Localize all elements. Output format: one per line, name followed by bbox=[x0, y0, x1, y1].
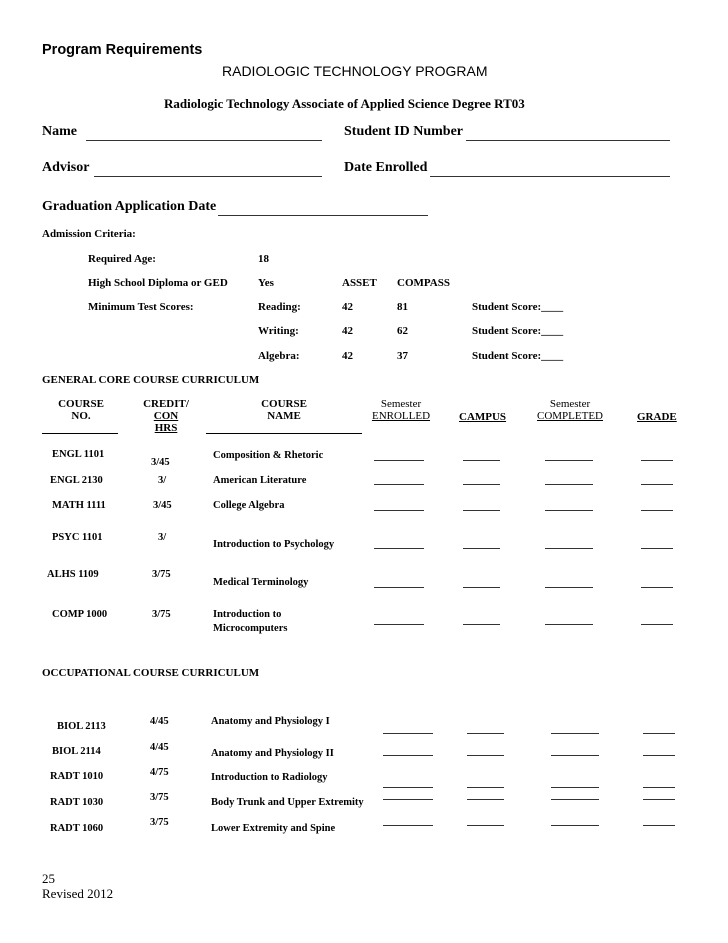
semester-completed-field[interactable] bbox=[551, 825, 599, 826]
page-number: 25 bbox=[42, 871, 55, 886]
asset-header: ASSET bbox=[342, 277, 377, 289]
col-credit-line1: CREDIT/ bbox=[143, 398, 189, 410]
grade-field[interactable] bbox=[641, 460, 673, 461]
course-no: BIOL 2114 bbox=[52, 746, 101, 757]
student-score-field[interactable]: Student Score:____ bbox=[472, 301, 564, 313]
date-enrolled-field[interactable] bbox=[430, 176, 670, 177]
course-name: Introduction to Radiology bbox=[211, 772, 328, 783]
date-enrolled-label: Date Enrolled bbox=[344, 160, 428, 175]
grade-field[interactable] bbox=[643, 799, 675, 800]
semester-completed-field[interactable] bbox=[545, 587, 593, 588]
col-semester-enrolled-line2: ENROLLED bbox=[371, 410, 431, 422]
page-title: RADIOLOGIC TECHNOLOGY PROGRAM bbox=[222, 63, 488, 79]
course-credit: 3/45 bbox=[153, 500, 172, 511]
compass-score: 81 bbox=[397, 301, 408, 313]
semester-enrolled-field[interactable] bbox=[383, 825, 433, 826]
campus-field[interactable] bbox=[467, 825, 504, 826]
course-name: Anatomy and Physiology I bbox=[211, 716, 330, 727]
col-semester-completed-line1: Semester bbox=[549, 398, 591, 410]
graduation-date-field[interactable] bbox=[218, 215, 428, 216]
course-credit: 3/45 bbox=[151, 457, 170, 468]
course-credit: 3/ bbox=[158, 475, 167, 486]
grade-field[interactable] bbox=[641, 548, 673, 549]
semester-enrolled-field[interactable] bbox=[383, 799, 433, 800]
col-course-name bbox=[244, 398, 324, 422]
course-name-rule bbox=[206, 433, 362, 434]
campus-field[interactable] bbox=[467, 733, 504, 734]
course-no: ALHS 1109 bbox=[47, 569, 99, 580]
grade-field[interactable] bbox=[641, 484, 673, 485]
score-label: Algebra: bbox=[258, 350, 300, 362]
semester-enrolled-field[interactable] bbox=[383, 733, 433, 734]
course-no: RADT 1030 bbox=[50, 797, 104, 808]
advisor-label: Advisor bbox=[42, 160, 90, 175]
compass-score: 62 bbox=[397, 325, 408, 337]
course-no: PSYC 1101 bbox=[52, 532, 103, 543]
grade-field[interactable] bbox=[643, 733, 675, 734]
semester-completed-field[interactable] bbox=[551, 799, 599, 800]
semester-completed-field[interactable] bbox=[551, 787, 599, 788]
name-label: Name bbox=[42, 124, 77, 139]
grade-field[interactable] bbox=[641, 587, 673, 588]
asset-score: 42 bbox=[342, 350, 353, 362]
semester-enrolled-field[interactable] bbox=[374, 460, 424, 461]
student-id-label: Student ID Number bbox=[344, 124, 464, 139]
col-credit-line3: HRS bbox=[154, 422, 178, 434]
revised-date: Revised 2012 bbox=[42, 886, 114, 901]
grade-field[interactable] bbox=[643, 787, 675, 788]
student-score-field[interactable]: Student Score:____ bbox=[472, 325, 564, 337]
campus-field[interactable] bbox=[467, 755, 504, 756]
name-field[interactable] bbox=[86, 140, 322, 141]
course-name: Lower Extremity and Spine bbox=[211, 823, 336, 834]
graduation-date-label: Graduation Application Date bbox=[42, 199, 217, 214]
course-credit: 3/75 bbox=[150, 817, 169, 828]
semester-completed-field[interactable] bbox=[545, 624, 593, 625]
course-name: Body Trunk and Upper Extremity bbox=[211, 797, 364, 808]
semester-enrolled-field[interactable] bbox=[383, 755, 433, 756]
required-age-label: Required Age: bbox=[88, 253, 156, 265]
course-no: ENGL 1101 bbox=[52, 449, 105, 460]
course-no: MATH 1111 bbox=[52, 500, 106, 511]
col-course-no bbox=[42, 398, 120, 422]
hs-diploma-value: Yes bbox=[258, 277, 274, 289]
course-name: Introduction to Psychology bbox=[213, 539, 335, 550]
student-id-field[interactable] bbox=[466, 140, 670, 141]
col-course-name-line2: NAME bbox=[267, 410, 301, 422]
course-credit: 3/75 bbox=[152, 609, 171, 620]
course-name: Composition & Rhetoric bbox=[213, 450, 324, 461]
col-course-no-line1: COURSE bbox=[58, 398, 104, 410]
course-no: RADT 1060 bbox=[50, 823, 104, 834]
grade-field[interactable] bbox=[641, 510, 673, 511]
compass-score: 37 bbox=[397, 350, 408, 362]
col-course-no-line2: NO. bbox=[71, 410, 91, 422]
col-semester-completed bbox=[530, 398, 610, 422]
course-credit: 4/45 bbox=[150, 742, 169, 753]
campus-field[interactable] bbox=[463, 624, 500, 625]
campus-field[interactable] bbox=[463, 548, 500, 549]
course-no: ENGL 2130 bbox=[50, 475, 103, 486]
col-campus: CAMPUS bbox=[459, 411, 507, 423]
compass-header: COMPASS bbox=[397, 277, 450, 289]
campus-field[interactable] bbox=[467, 799, 504, 800]
course-no-rule bbox=[42, 433, 118, 434]
course-credit: 3/75 bbox=[150, 792, 169, 803]
campus-field[interactable] bbox=[463, 587, 500, 588]
semester-enrolled-field[interactable] bbox=[374, 624, 424, 625]
course-credit: 4/75 bbox=[150, 767, 169, 778]
semester-completed-field[interactable] bbox=[551, 733, 599, 734]
page-subtitle: Radiologic Technology Associate of Applied Science Degree RT03 bbox=[164, 96, 525, 111]
campus-field[interactable] bbox=[467, 787, 504, 788]
course-no: RADT 1010 bbox=[50, 771, 104, 782]
col-course-name-line1: COURSE bbox=[261, 398, 307, 410]
semester-completed-field[interactable] bbox=[545, 510, 593, 511]
semester-completed-field[interactable] bbox=[545, 460, 593, 461]
admission-heading: Admission Criteria: bbox=[42, 228, 136, 240]
course-name: Introduction to bbox=[213, 609, 282, 620]
semester-enrolled-field[interactable] bbox=[374, 587, 424, 588]
student-score-field[interactable]: Student Score:____ bbox=[472, 350, 564, 362]
course-name: College Algebra bbox=[213, 500, 285, 511]
course-name: Anatomy and Physiology II bbox=[211, 748, 334, 759]
course-name: American Literature bbox=[213, 475, 307, 486]
course-name: Medical Terminology bbox=[213, 577, 309, 588]
course-no: BIOL 2113 bbox=[57, 721, 106, 732]
campus-field[interactable] bbox=[463, 510, 500, 511]
course-name-line2: Microcomputers bbox=[213, 623, 288, 634]
col-credit bbox=[126, 398, 206, 434]
grade-field[interactable] bbox=[641, 624, 673, 625]
asset-score: 42 bbox=[342, 325, 353, 337]
program-requirements-heading: Program Requirements bbox=[42, 42, 203, 58]
grade-field[interactable] bbox=[643, 755, 675, 756]
min-test-scores-label: Minimum Test Scores: bbox=[88, 301, 194, 313]
semester-completed-field[interactable] bbox=[545, 484, 593, 485]
required-age-value: 18 bbox=[258, 253, 269, 265]
campus-field[interactable] bbox=[463, 484, 500, 485]
col-grade: GRADE bbox=[637, 411, 677, 423]
campus-field[interactable] bbox=[463, 460, 500, 461]
general-core-heading: GENERAL CORE COURSE CURRICULUM bbox=[42, 374, 260, 386]
semester-completed-field[interactable] bbox=[545, 548, 593, 549]
col-semester-completed-line2: COMPLETED bbox=[537, 410, 603, 422]
semester-completed-field[interactable] bbox=[551, 755, 599, 756]
col-semester-enrolled-line1: Semester bbox=[380, 398, 422, 410]
semester-enrolled-field[interactable] bbox=[374, 548, 424, 549]
col-credit-line2: CON bbox=[153, 410, 179, 422]
score-label: Writing: bbox=[258, 325, 299, 337]
col-semester-enrolled bbox=[363, 398, 439, 422]
grade-field[interactable] bbox=[643, 825, 675, 826]
course-no: COMP 1000 bbox=[52, 609, 108, 620]
semester-enrolled-field[interactable] bbox=[374, 510, 424, 511]
semester-enrolled-field[interactable] bbox=[374, 484, 424, 485]
occupational-heading: OCCUPATIONAL COURSE CURRICULUM bbox=[42, 667, 260, 679]
score-label: Reading: bbox=[258, 301, 301, 313]
course-credit: 4/45 bbox=[150, 716, 169, 727]
course-credit: 3/75 bbox=[152, 569, 171, 580]
hs-diploma-label: High School Diploma or GED bbox=[88, 277, 228, 289]
semester-enrolled-field[interactable] bbox=[383, 787, 433, 788]
advisor-field[interactable] bbox=[94, 176, 322, 177]
asset-score: 42 bbox=[342, 301, 353, 313]
course-credit: 3/ bbox=[158, 532, 167, 543]
